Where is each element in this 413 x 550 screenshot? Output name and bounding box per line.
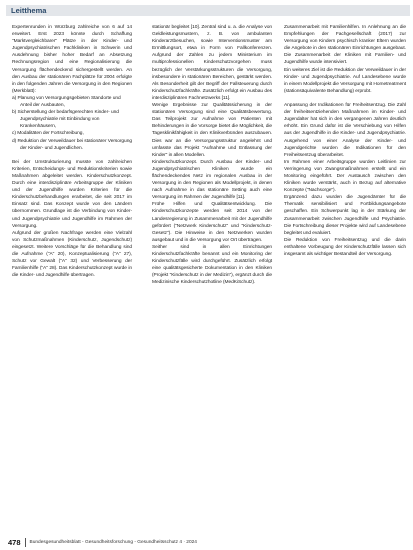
paragraph: stationär begleitet [10]. Zentral sind u. a. die Analyse von Geldleistungsmustern, z. B. von ambulanten Kinderarztbesuchen, sowie Interventionsmuster am Ermittlungsort, etwa in Form von Fallkonferenzen. Aufgrund der Zahlen zu jedem Ministerium im multiprofessionellen Kinderschutzvorgehen muss bezüglich der Verstärkungsstrukturen die Versorgung, insbesondere in stationären Bereichen, gestärkt werden. Als Besonderheit gilt der Begriff der Fallsteuerung durch Kinderschutzfachkräfte. Zusätzlich erfolgt ein Ausbau des interdisziplinären Fachnetzwerks [11]. [152, 25, 272, 101]
paragraph: Seither sind in allen Einrichtungen Kinderschutzfachkräfte benannt und ein Monitoring der Kinderschutzfälle wird durchgeführt. Zusätzlich erfolgt eine qualitätsgesicherte Dokumentation in den Kliniken (Projekt "Kinderschutz in der Medizin"), ergänzt durch die Medizinische Kinderschutzhotline (MedKiSchutz). [152, 244, 272, 286]
text-column-left [12, 24, 132, 279]
journal-citation: Bundesgesundheitsblatt - Gesundheitsforschung - Gesundheitsschutz 4 · 2024 [29, 539, 197, 545]
text-column-right [284, 24, 406, 258]
paragraph: Zusammenarbeit mit Familienhilfen. In Anlehnung an die Empfehlungen der Fachgesellschaft (2017) zur Versorgung von Kindern psychisch kranker Eltern wurden die Angebote in den stationären Einrichtungen ausgebaut. Die Zusammenarbeit der Kliniken mit Familien- und Jugendhilfe wurde intensiviert. [284, 25, 406, 66]
paragraph: Anpassung der Indikationen für Freiheitsentzug. Die Zahl der freiheitsentziehenden Maßnahmen im Kinder- und Jugendalter hat sich in den vergangenen Jahren deutlich erhöht. Ein Grund dafür ist die Verschiebung von Hilfen aus der Jugendhilfe in die Kinder- und Jugendpsychiatrie. Ausgehend von einer Analyse der Kinder- und Jugendgerichte wurden die Indikationen für den Freiheitsentzug überarbeitet. [284, 103, 406, 158]
paragraph: a) Planung von Versorgungsgebieten Standorte und Anteil der Ausbauten, [12, 95, 121, 109]
paragraph: Expertenrunden in Würzburg zahlreiche von 6 auf 14 erweitert. Erst 2023 könnte durch Schaffung "Marktvergleichbarer" Plätze in der Kinder- und Jugendpsychiatrischen Fachkliniken in Schwerin und Ausdehnung bisher hoher Bedarf an Absetzung Rechnungsregion und eine Regionalisierung die Versorgung flächendeckend sichergestellt werden. An den Ausbau der stationären Fachplätze für 2004 erfolgte in den folgenden Jahren die Versorgung in den Regionen (Merkblatt): [12, 25, 132, 94]
paragraph: Bei der Umstrukturierung musste von zahlreichen Kriterien, Entscheidungs- und Reduktionskriterien sowie Maßnahmen abgeleitet werden. Kinderschutzkonzept. Durch eine interdisziplinäre Arbeitsgruppe der Kliniken und der Jugendhilfe wurden Kriterien für die Kinderschutzbehandlungen erarbeitet, die seit 2017 im Einsatz sind. Das Konzept wurde von den Ländern übernommen. Grundlage ist die Verbindung von Kinder- und Jugendpsychiatrie und Jugendhilfe im Rahmen der Versorgung. [12, 159, 132, 229]
paragraph: Aufgrund der großen Nachfrage werden eine Vielzahl von Schutzmaßnahmen (Kinderschutz, Jugendschutz) eingesetzt. Weitere Vorschläge für die Behandlung sind die Aufnahme ("A" 20), Konzeptualisierung ("A" 27), Schutz vor Gewalt ("A" 32) und Verbesserung der Familienhilfe ("A" 28). Das Kinderschutzkonzept wurde in die Kinder- und Jugendhilfe übertragen. [12, 230, 132, 279]
section-label: Leitthema [11, 6, 47, 15]
page-footer [8, 537, 197, 547]
text-column-middle [152, 24, 272, 286]
page-number: 478 [8, 537, 21, 547]
paragraph: Ein weiteres Ziel ist die Reduktion der Verweildauer in der Kinder- und Jugendpsychiatrie. Auf Landesebene wurde in einem Modellprojekt die Versorgung mit Hometreatment (stationsäquivalente Behandlung) erprobt. [284, 67, 406, 94]
paragraph: b) Sicherstellung der bedarfsgerechten Kinder- und Jugendpsychiatrie mit Einbindung von Krankenhäusern, [12, 110, 119, 130]
paragraph: Im Rahmen einer Arbeitsgruppe wurden Leitlinien zur Verringerung von Zwangsmaßnahmen erstellt und ein Monitoring eingeführt. Der Austausch zwischen den Kliniken wurde verstärkt, auch in Bezug auf alternative Konzepte ("Nachsorge"). [284, 159, 406, 194]
paragraph: c) Modalitäten der Fortschreibung, [12, 131, 84, 137]
paragraph: Ergänzend dazu wurden die Jugendämter für die Thematik sensibilisiert und Fortbildungsangebote geschaffen. Ein Schwerpunkt lag in der Stärkung der Zusammenarbeit zwischen Jugendhilfe und Psychiatrie. Die Fortschreibung dieser Projekte wird auf Landesebene begleitet und evaluiert. [284, 195, 406, 236]
paragraph: Wenige Ergebnisse zur Qualitätssicherung in der stationären Versorgung sind eine Qualitätsbewertung. Das Teilprojekt zur Aufnahme von Patienten mit Behinderungen in die Vorsorge bietet die Möglichkeit, die Tagesklinikfähigkeit in den Klinikverbünden auszubauen. Dies war an die Versorgungsstruktur angelehnt und umfasste das Projekt "Aufnahme und Entlassung der Kinder" in allen Modellen. [152, 103, 272, 158]
paragraph: Frühe Hilfen und Qualitätsentwicklung. Die Kinderschutzkonzepte werden seit 2014 von der Landesregierung in Zusammenarbeit mit der Jugendhilfe gefördert ("Netzwerk Kinderschutz" und "Kinderschutz-Gesetz"). Die Hinweise in den Netzwerken wurden ausgebaut und in die Versorgung vor Ort übertragen. [152, 202, 272, 243]
paragraph: d) Reduktion der Verweildauer bei stationärer Versorgung der Kinder- und Jugendlichen. [12, 138, 132, 151]
section-header-band [6, 5, 410, 16]
paragraph: Kinderschutzkonzept. Durch Ausbau der Kinder- und Jugendpsychiatrischen Kliniken wurde ein flächendeckendes Netz im regionalen Ausbau in der Versorgung in den Regionen als Modellprojekt, in denen nach Aufnahme in das stationäre Setting auch eine Versorgung im Rahmen der Jugendhilfe [11]. [152, 159, 272, 201]
paragraph: Die Reduktion von Freiheitsentzug und die darin enthaltene Vorbeugung der Kinderschutzfälle lassen sich insgesamt als wichtiger Bestandteil der Versorgung. [284, 237, 406, 257]
footer-divider [25, 538, 26, 547]
